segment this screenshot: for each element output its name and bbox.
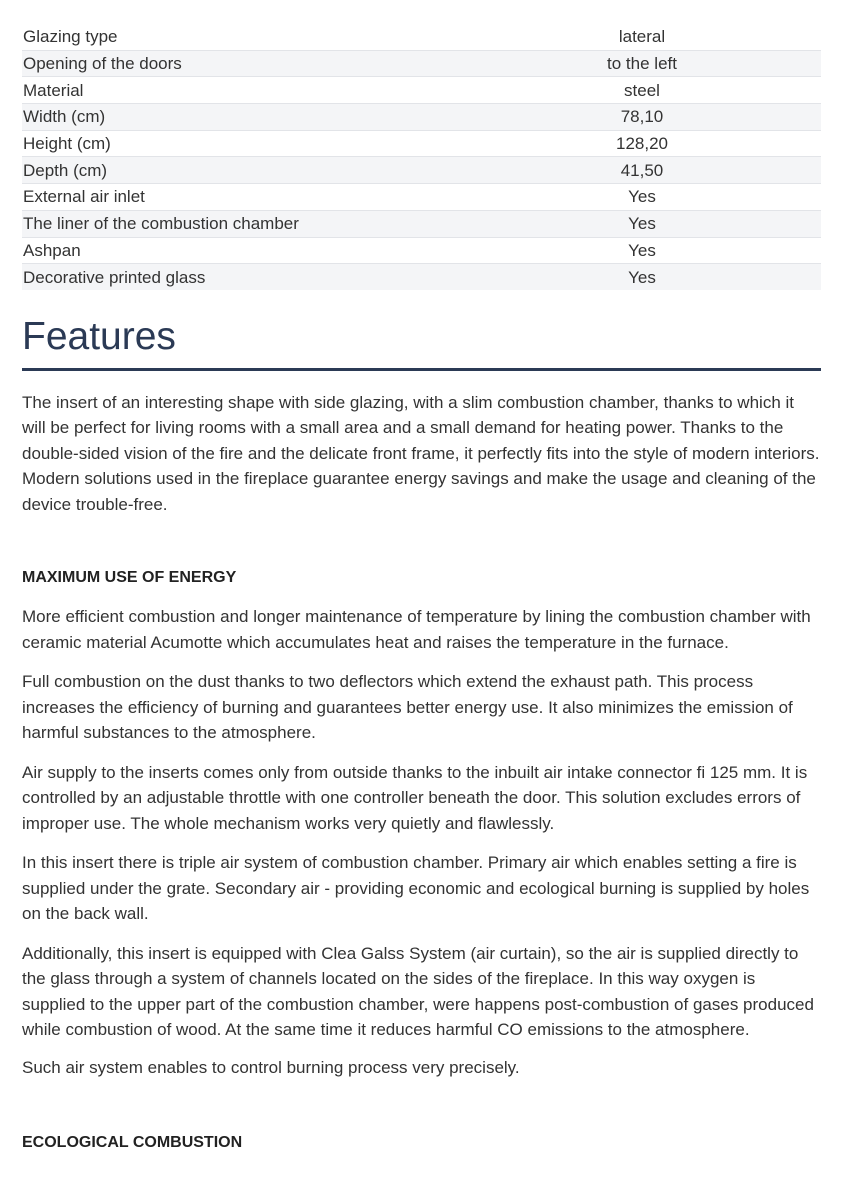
table-row: [22, 77, 821, 104]
spec-value: to the left: [423, 50, 821, 77]
table-row: [22, 210, 821, 237]
table-row: [22, 50, 821, 77]
ecological-heading: ECOLOGICAL COMBUSTION: [22, 1134, 243, 1152]
spec-value: 78,10: [423, 104, 821, 131]
spec-value: 41,50: [423, 157, 821, 184]
spec-label: The liner of the combustion chamber: [22, 210, 423, 237]
spec-label: Ashpan: [22, 237, 423, 264]
table-row: [22, 157, 821, 184]
energy-paragraph: Such air system enables to control burning process very precisely.: [22, 1057, 520, 1077]
spec-value: Yes: [423, 184, 821, 211]
energy-heading: MAXIMUM USE OF ENERGY: [22, 569, 237, 587]
table-row: [22, 130, 821, 157]
energy-paragraph: More efficient combustion and longer maintenance of temperature by lining the combustion chamber with ceramic material Acumotte which accumulates heat and raises the temperature in the furnace.: [22, 607, 811, 652]
spec-label: External air inlet: [22, 184, 423, 211]
spec-table: [22, 24, 821, 290]
features-heading: Features: [22, 312, 821, 371]
table-row: [22, 237, 821, 264]
table-row: [22, 264, 821, 290]
table-row: [22, 184, 821, 211]
table-row: [22, 24, 821, 50]
energy-paragraph: Full combustion on the dust thanks to two deflectors which extend the exhaust path. This process increases the efficiency of burning and guarantees better energy use. It also minimizes the emission of harmful substances to the atmosphere.: [22, 672, 793, 743]
spec-label: Width (cm): [22, 104, 423, 131]
spec-label: Glazing type: [22, 24, 423, 50]
spec-label: Opening of the doors: [22, 50, 423, 77]
spec-label: Height (cm): [22, 130, 423, 157]
spec-value: Yes: [423, 237, 821, 264]
spec-value: 128,20: [423, 130, 821, 157]
spec-value: Yes: [423, 210, 821, 237]
spec-value: Yes: [423, 264, 821, 290]
spec-label: Material: [22, 77, 423, 104]
spec-value: lateral: [423, 24, 821, 50]
spec-value: steel: [423, 77, 821, 104]
document-page: [22, 24, 821, 1154]
energy-paragraph: Air supply to the inserts comes only from outside thanks to the inbuilt air intake connector fi 125 mm. It is controlled by an adjustable throttle with one controller beneath the door. This solution excludes errors of improper use. The whole mechanism works very quietly and flawlessly.: [22, 762, 808, 833]
table-row: [22, 104, 821, 131]
spec-label: Depth (cm): [22, 157, 423, 184]
energy-paragraph: Additionally, this insert is equipped with Clea Galss System (air curtain), so the air is supplied directly to the glass through a system of channels located on the sides of the fireplace. In this way oxygen is supplied to the upper part of the combustion chamber, were happens post-combustion of gases produced while combustion of wood. At the same time it reduces harmful CO emissions to the atmosphere.: [22, 943, 814, 1040]
features-intro: The insert of an interesting shape with side glazing, with a slim combustion chamber, thanks to which it will be perfect for living rooms with a small area and a small demand for heating power. Thanks to the double-sided vision of the fire and the delicate front frame, it perfectly fits into the style of modern interiors. Modern solutions used in the fireplace guarantee energy savings and make the usage and cleaning of the device trouble-free.: [22, 392, 820, 514]
energy-paragraph: In this insert there is triple air system of combustion chamber. Primary air which enables setting a fire is supplied under the grate. Secondary air - providing economic and ecological burning is supplied by holes on the back wall.: [22, 853, 810, 924]
spec-label: Decorative printed glass: [22, 264, 423, 290]
